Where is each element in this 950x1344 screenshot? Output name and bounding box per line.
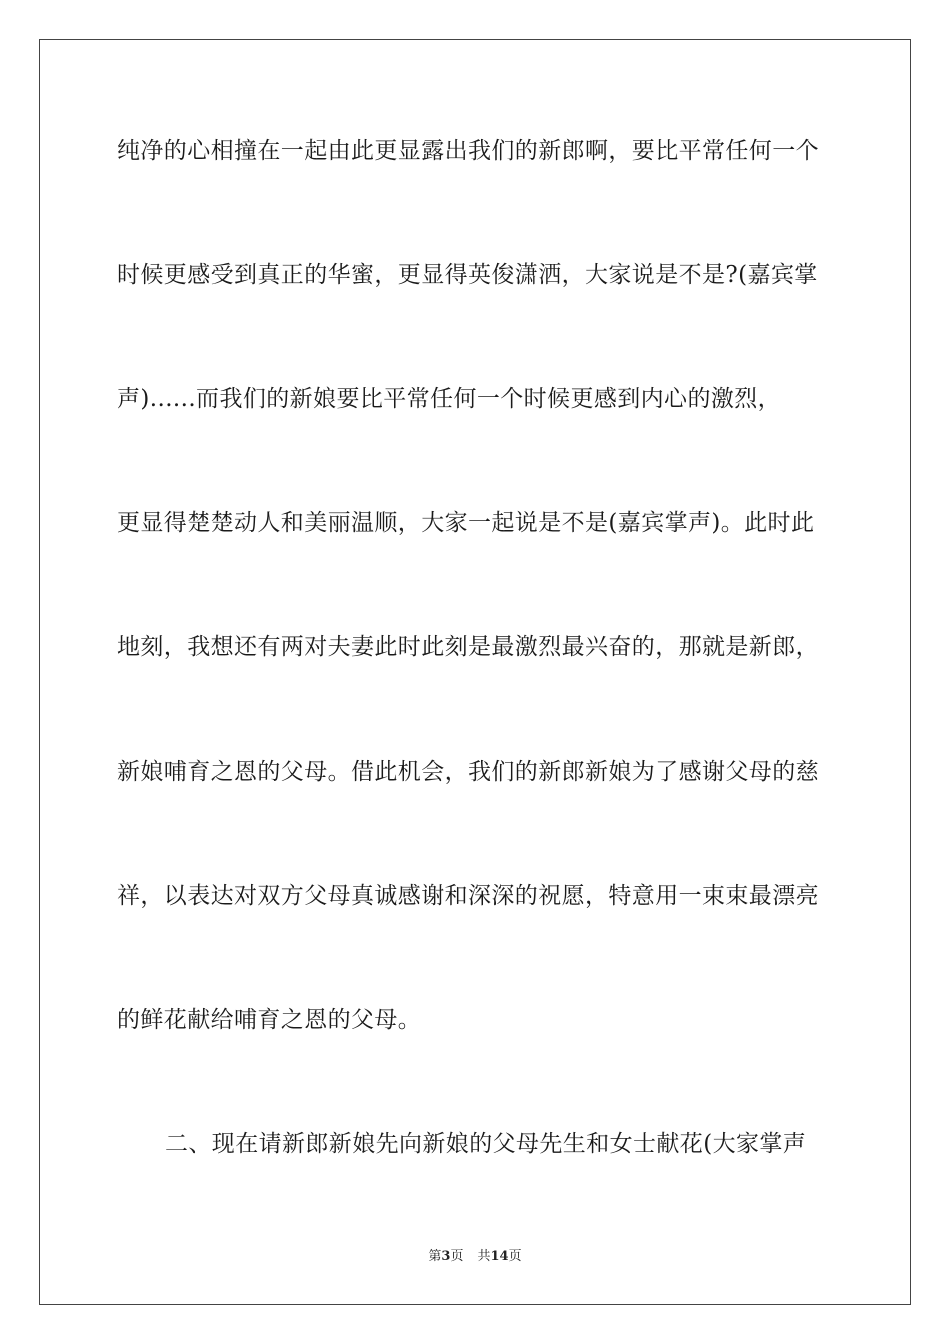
page-footer (0, 1248, 950, 1266)
body-line-1: 纯净的心相撞在一起由此更显露出我们的新郎啊，要比平常任何一个 (117, 138, 819, 164)
body-line-2: 时候更感受到真正的华蜜，更显得英俊潇洒，大家说是不是?(嘉宾掌 (117, 262, 818, 288)
page-suffix: 页 (450, 1249, 464, 1264)
page-number: 3 (441, 1249, 451, 1264)
body-line-8: 的鲜花献给哺育之恩的父母。 (117, 1007, 422, 1033)
page-frame (39, 39, 911, 1305)
body-line-5: 地刻，我想还有两对夫妻此时此刻是最激烈最兴奋的，那就是新郎， (117, 634, 819, 660)
page-prefix: 第 (428, 1249, 442, 1264)
body-line-4: 更显得楚楚动人和美丽温顺，大家一起说是不是(嘉宾掌声)。此时此 (117, 510, 815, 536)
body-line-3: 声)......而我们的新娘要比平常任何一个时候更感到内心的激烈， (117, 386, 782, 412)
body-line-9: 二、现在请新郎新娘先向新娘的父母先生和女士献花(大家掌声 (165, 1131, 807, 1157)
total-pages: 14 (490, 1249, 509, 1264)
body-line-6: 新娘哺育之恩的父母。借此机会，我们的新郎新娘为了感谢父母的慈 (117, 759, 819, 785)
body-line-7: 祥，以表达对双方父母真诚感谢和深深的祝愿，特意用一束束最漂亮 (117, 883, 819, 909)
total-prefix: 共 (477, 1249, 491, 1264)
total-suffix: 页 (508, 1249, 522, 1264)
